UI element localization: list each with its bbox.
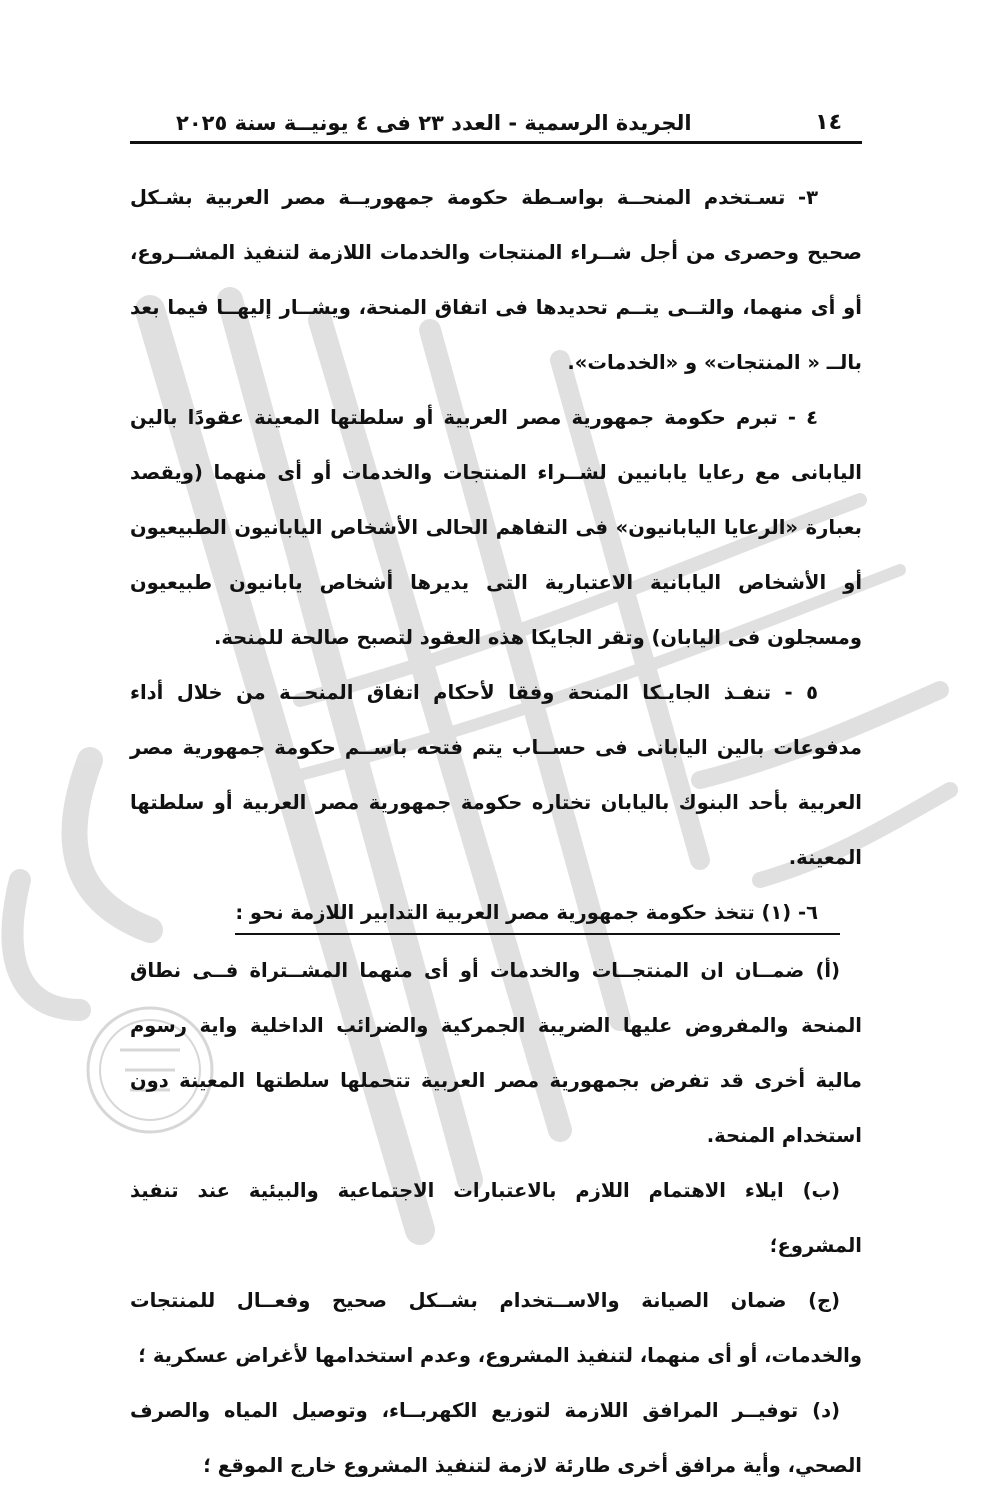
clause-d: (د) توفيــر المرافق اللازمة لتوزيع الكهربــاء، وتوصيل المياه والصرف الصحي، وأية مرافق أخرى طارئة لازمة لتنفيذ المشروع خارج الموقع ؛ (130, 1399, 862, 1477)
page-header (130, 110, 862, 144)
paragraph-4: ٤ - تبرم حكومة جمهورية مصر العربية أو سلطتها المعينة عقودًا بالين اليابانى مع رعايا يابانيين لشــراء المنتجات والخدمات أو أى منهما (ويقصد بعبارة «الرعايا اليابانيون» فى التفاهم الحالى الأشخاص اليابانيون الطبيعيون أو الأشخاص اليابانية الاعتبارية التى يديرها أشخاص يابانيون طبيعيون ومسجلون فى اليابان) وتقر الجايكا هذه العقود لتصبح صالحة للمنحة. (130, 406, 862, 649)
page-number: ١٤ (815, 110, 842, 135)
clause-c: (ج) ضمان الصيانة والاســتخدام بشــكل صحيح وفعــال للمنتجات والخدمات، أو أى منهما، لتنفيذ المشروع، وعدم استخدامها لأغراض عسكرية ؛ (130, 1289, 862, 1367)
document-body (130, 170, 862, 1493)
clause-a: (أ) ضمــان ان المنتجــات والخدمات أو أى منهما المشــتراة فــى نطاق المنحة والمفروض عليها الضريبة الجمركية والضرائب الداخلية واية رسوم مالية أخرى قد تفرض بجمهورية مصر العربية تتحملها سلطتها المعينة دون استخدام المنحة. (130, 959, 862, 1147)
paragraph-5: ٥ - تنفـذ الجايـكا المنحة وفقا لأحكام اتفاق المنحــة من خلال أداء مدفوعات بالين اليابانى فى حســاب يتم فتحه باســم حكومة جمهورية مصر العربية بأحد البنوك باليابان تختاره حكومة جمهورية مصر العربية أو سلطتها المعينة. (130, 681, 862, 869)
clause-b: (ب) ايلاء الاهتمام اللازم بالاعتبارات الاجتماعية والبيئية عند تنفيذ المشروع؛ (130, 1179, 862, 1257)
paragraph-6-heading-line (130, 885, 862, 943)
document-page (130, 110, 862, 1493)
paragraph-3: ٣- تسـتخدم المنحــة بواسـطة حكومة جمهوريــة مصر العربية بشـكل صحيح وحصرى من أجل شــراء المنتجات والخدمات اللازمة لتنفيذ المشــروع، أو أى منهما، والتــى يتــم تحديدها فى اتفاق المنحة، ويشــار إليهــا فيما بعد بالــ « المنتجات» و «الخدمات». (130, 186, 862, 374)
gazette-title: الجريدة الرسمية - العدد ٢٣ فى ٤ يونيــة سنة ٢٠٢٥ (176, 111, 692, 135)
paragraph-6-heading: ٦- (١) تتخذ حكومة جمهورية مصر العربية التدابير اللازمة نحو : (235, 893, 840, 935)
